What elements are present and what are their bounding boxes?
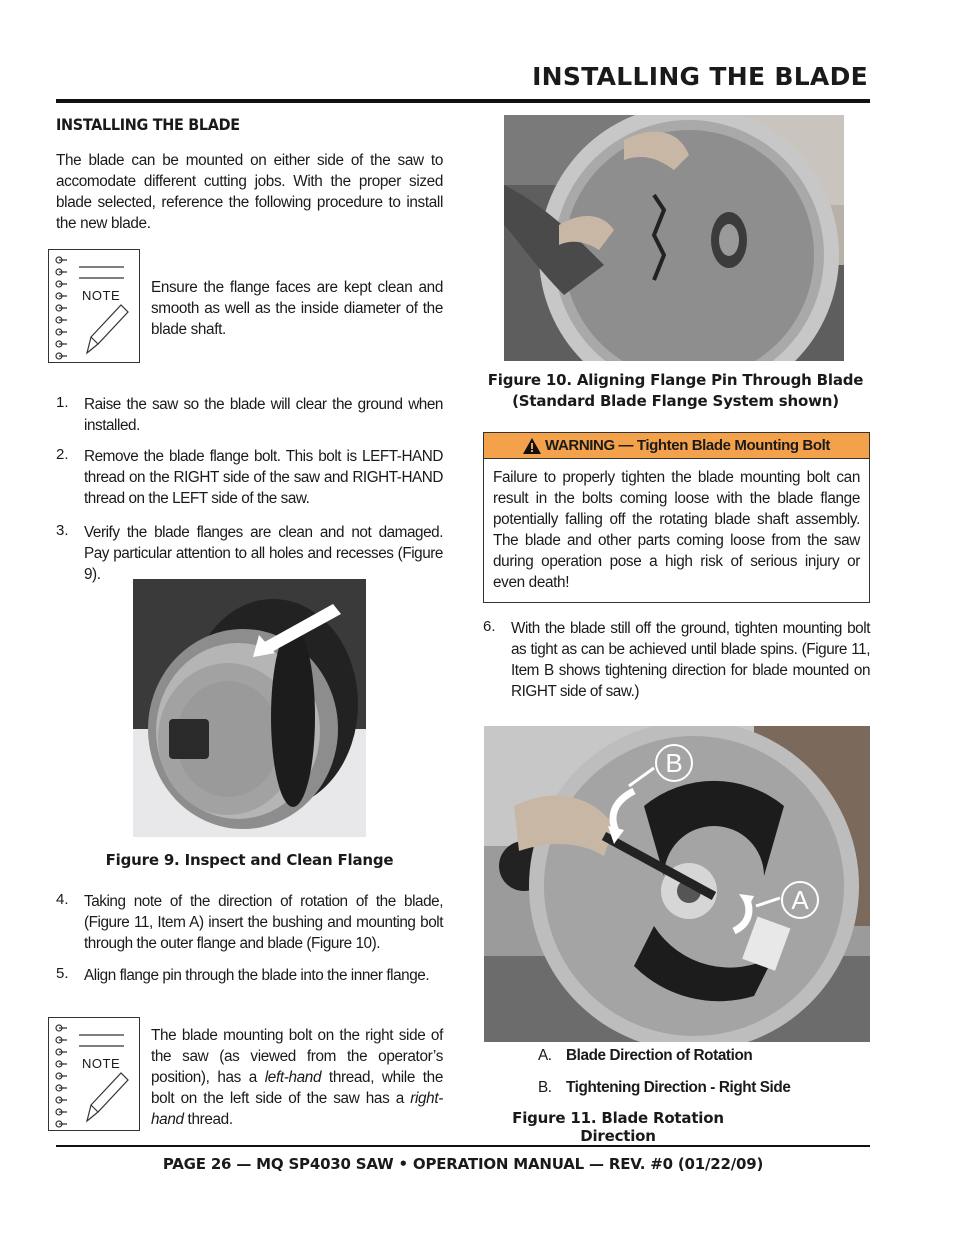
warning-title: WARNING — Tighten Blade Mounting Bolt (545, 437, 830, 454)
legend-letter: A. (538, 1047, 552, 1064)
note-text: Ensure the flange faces are kept clean and smooth as well as the inside diameter of the blade shaft. (151, 279, 443, 338)
warning-box (483, 432, 870, 603)
figure9-caption: Figure 9. Inspect and Clean Flange (105, 851, 394, 869)
note-icon (48, 1017, 140, 1131)
note-label: NOTE (82, 1056, 121, 1071)
step-number: 4. (56, 891, 69, 908)
callout-b: B (655, 744, 693, 782)
step-text: Verify the blade flanges are clean and not damaged. Pay particular attention to all holes and recesses (Figure 9). (84, 524, 443, 583)
step-number: 2. (56, 446, 69, 463)
step-number: 3. (56, 522, 69, 539)
legend-text: Blade Direction of Rotation (566, 1047, 753, 1064)
legend-letter: B. (538, 1079, 552, 1096)
header-rule (56, 99, 870, 103)
callout-arrows (484, 726, 870, 1042)
figure11-caption: Figure 11. Blade Rotation Direction (512, 1109, 724, 1145)
figure11-photo (484, 726, 870, 1042)
callout-a: A (781, 881, 819, 919)
figure9-photo (133, 579, 366, 837)
note-icon (48, 249, 140, 363)
step-text: With the blade still off the ground, tighten mounting bolt as tight as can be achieved until blade spins. (Figure 11, Item B shows tightening direction for blade mounted on RIGHT side of saw.) (511, 620, 870, 700)
step-text: Taking note of the direction of rotation of the blade, (Figure 11, Item A) insert the bushing and mounting bolt through the outer flange and blade (Figure 10). (84, 893, 443, 952)
figure10-caption-line1: Figure 10. Aligning Flange Pin Through Blade (487, 371, 864, 389)
page-footer: PAGE 26 — MQ SP4030 SAW • OPERATION MANUAL — REV. #0 (01/22/09) (162, 1155, 764, 1173)
step-number: 1. (56, 394, 69, 411)
page-header-title: INSTALLING THE BLADE (532, 62, 868, 91)
warning-text: Failure to properly tighten the blade mounting bolt can result in the bolts coming loose with the blade flange potentially falling off the rotating blade shaft assembly. The blade and other parts coming loose from the saw during operation pose a high risk of serious injury or even death! (493, 469, 860, 591)
figure10-caption-line2: (Standard Blade Flange System shown) (512, 392, 839, 410)
intro-paragraph: The blade can be mounted on either side of the saw to accomodate different cutting jobs. With the proper sized blade selected, reference the following procedure to install the new blade. (56, 152, 443, 232)
step-text: Raise the saw so the blade will clear the ground when installed. (84, 396, 443, 434)
note2-text: The blade mounting bolt on the right side of the saw (as viewed from the operator’s position), has a left-hand thread, while the bolt on the left side of the saw has a right-hand thread. (151, 1027, 444, 1128)
figure10-photo (504, 115, 844, 361)
step-text: Align flange pin through the blade into the inner flange. (84, 967, 430, 984)
step-number: 6. (483, 618, 496, 635)
step-number: 5. (56, 965, 69, 982)
footer-rule (56, 1145, 870, 1147)
warning-icon (523, 438, 541, 454)
legend-text: Tightening Direction - Right Side (566, 1079, 791, 1096)
note-label: NOTE (82, 288, 121, 303)
step-text: Remove the blade flange bolt. This bolt is LEFT-HAND thread on the RIGHT side of the saw and RIGHT-HAND thread on the LEFT side of the saw. (84, 448, 443, 507)
section-title: INSTALLING THE BLADE (56, 115, 240, 134)
warning-header (484, 433, 869, 459)
